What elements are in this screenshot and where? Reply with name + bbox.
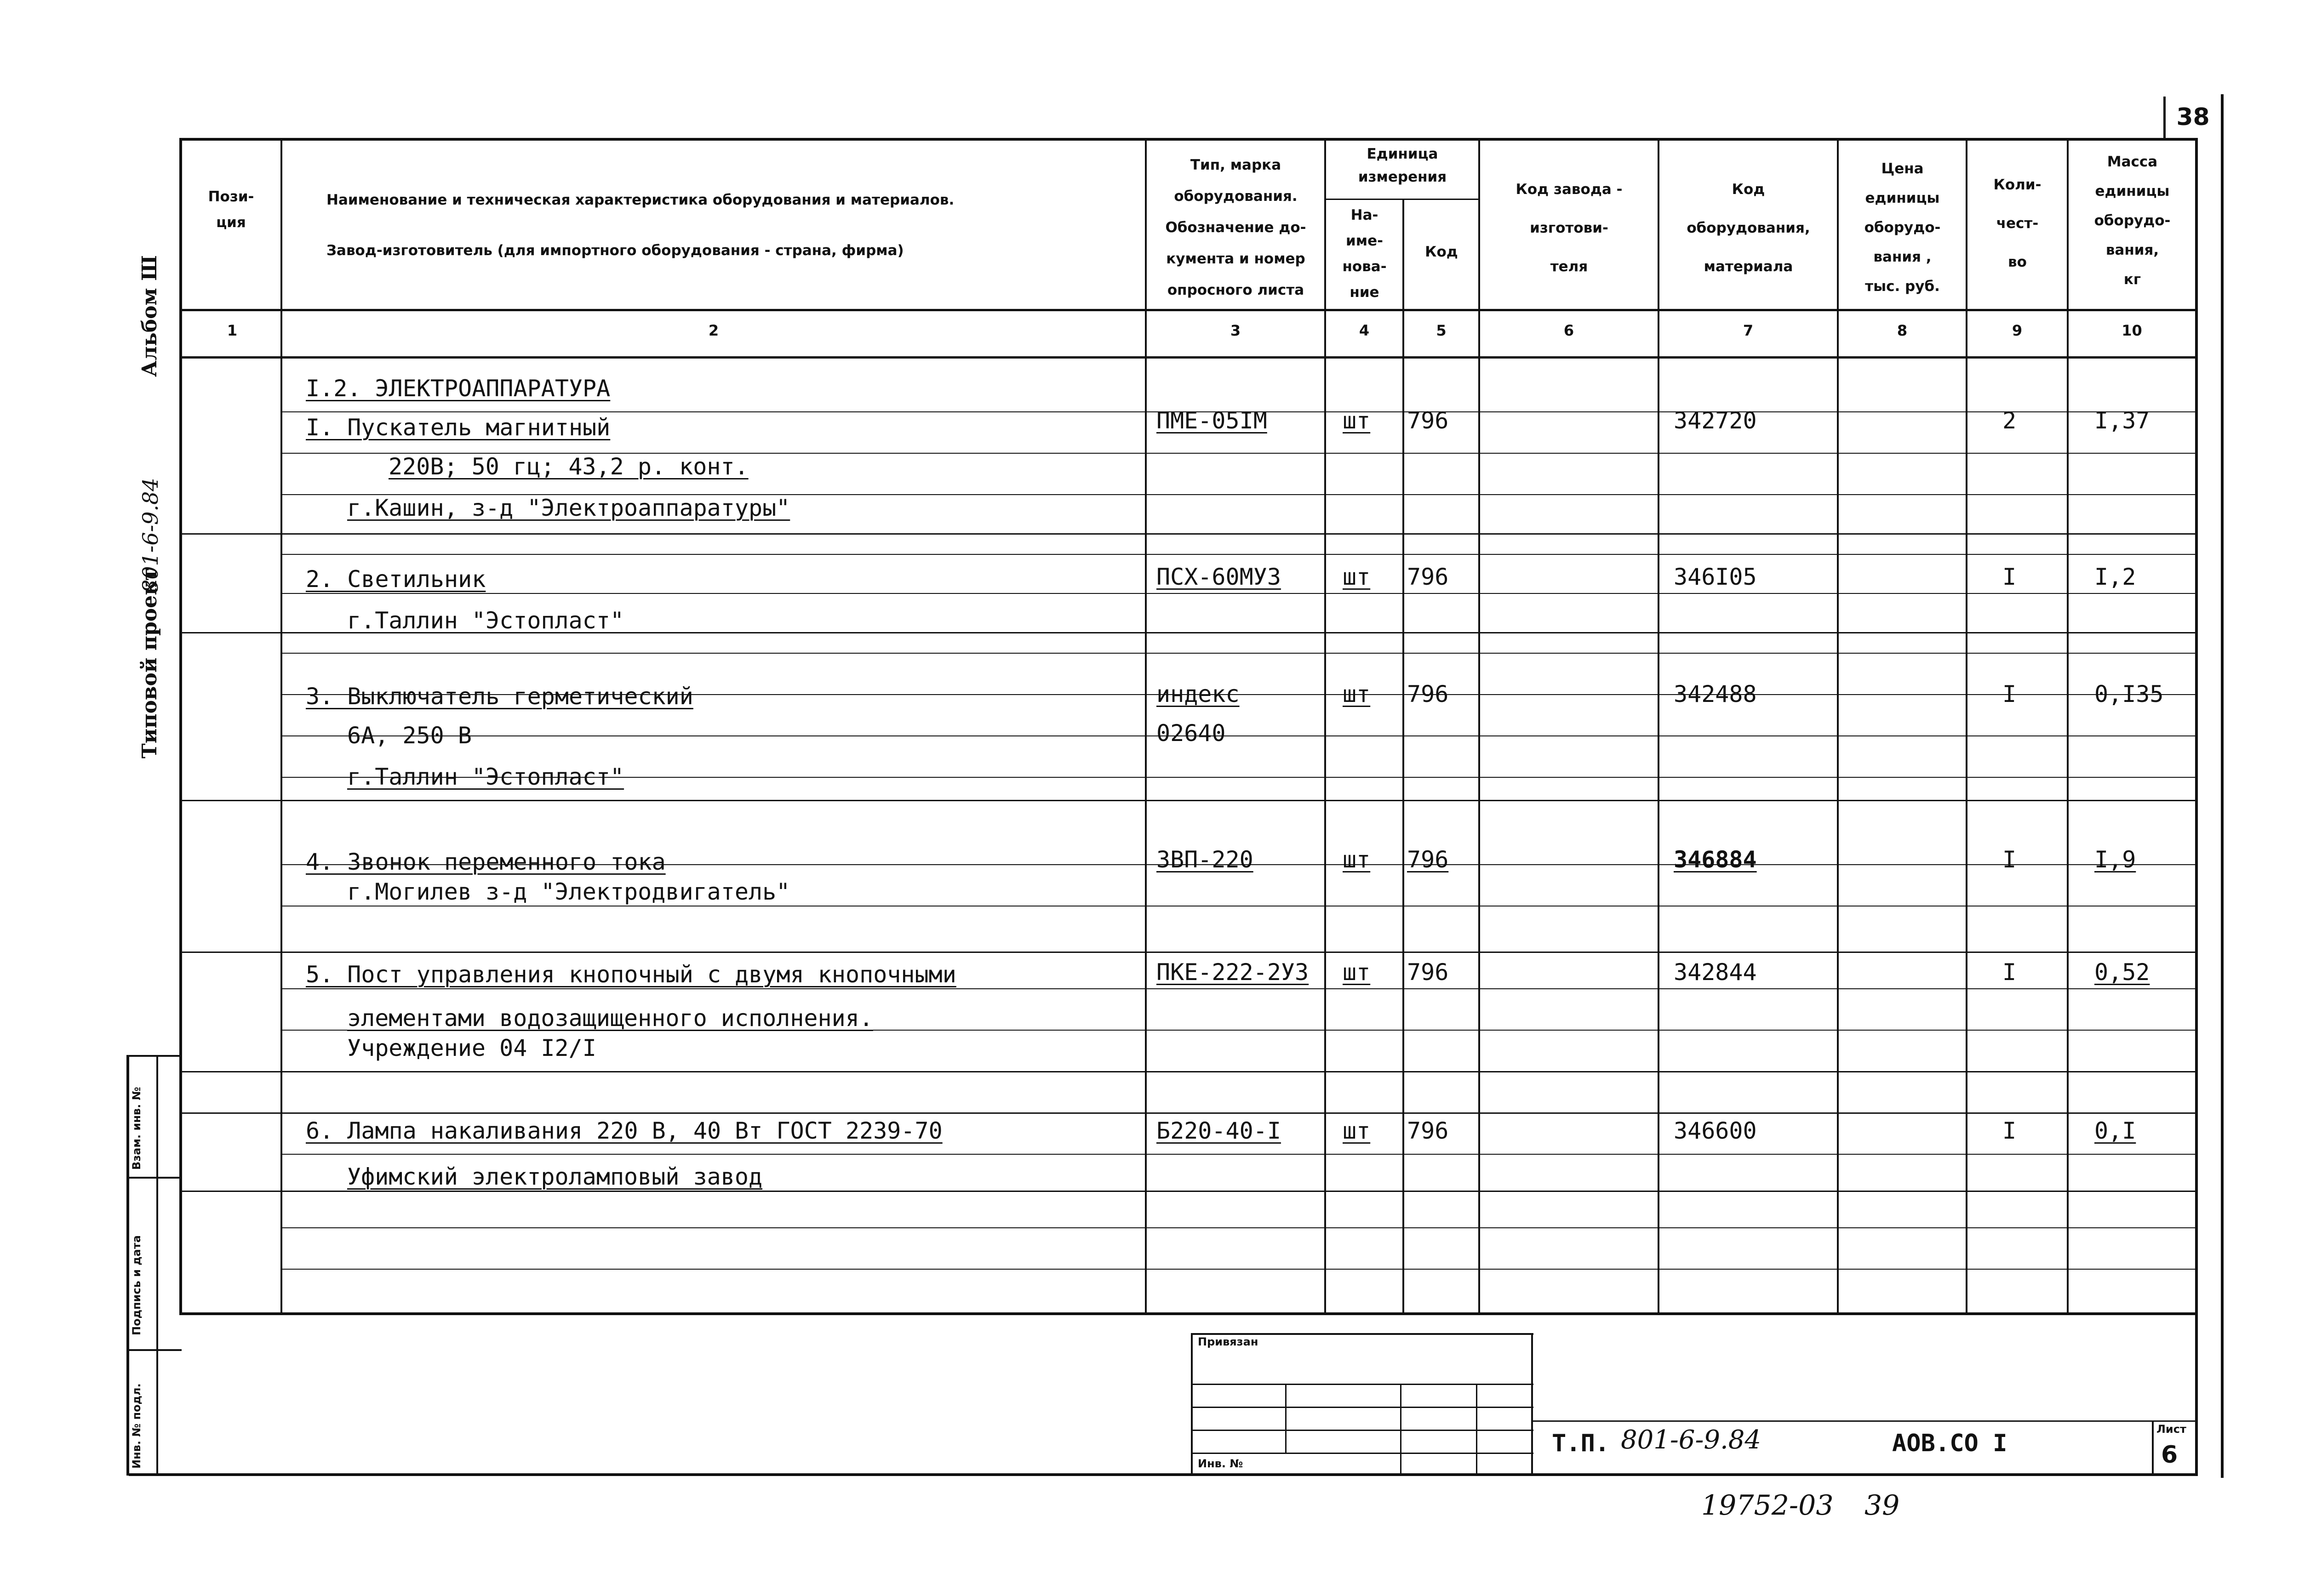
- item-manufacturer: г.Таллин "Эстопласт": [347, 607, 624, 634]
- footer-tp-number: 801-6-9.84: [1621, 1425, 1761, 1455]
- bottom-note: 19752-03: [1701, 1489, 1834, 1522]
- item-type-continued: 02640: [1156, 720, 1226, 747]
- footer-tp-label: Т.П.: [1552, 1430, 1610, 1457]
- item-quantity: I: [2002, 846, 2017, 873]
- item-quantity: I: [2002, 564, 2017, 590]
- item-unit: шт: [1343, 564, 1371, 590]
- item-manufacturer: г.Таллин "Эстопласт": [347, 764, 624, 790]
- item-mass: 0,I: [2094, 1117, 2136, 1144]
- item-type: Б220-40-I: [1156, 1117, 1281, 1144]
- col-number: 7: [1743, 322, 1754, 339]
- item-unit-code: 796: [1407, 564, 1449, 590]
- item-name: 6. Лампа накаливания 220 В, 40 Вт ГОСТ 2239-70: [306, 1117, 943, 1144]
- header-equipment-code: Код оборудования, материала: [1687, 181, 1810, 275]
- item-name: 5. Пост управления кнопочный с двумя кнопочными: [306, 961, 956, 988]
- item-type: индекс: [1156, 681, 1240, 707]
- item-unit-code: 796: [1407, 1117, 1449, 1144]
- item-unit-code: 796: [1407, 407, 1449, 434]
- item-unit-code: 796: [1407, 959, 1449, 986]
- header-quantity: Коли- чест- во: [1993, 177, 2042, 270]
- col-number: 10: [2122, 322, 2142, 339]
- footer-list-label: Лист: [2156, 1423, 2186, 1436]
- side-stamp-signature-date: Подпись и дата: [130, 1235, 143, 1335]
- item-mass: I,37: [2094, 407, 2150, 434]
- footer-doc-code: АОВ.СО I: [1892, 1430, 2007, 1457]
- section-title: I.2. ЭЛЕКТРОАППАРАТУРА: [306, 375, 611, 402]
- item-quantity: I: [2002, 1117, 2017, 1144]
- item-mass: 0,I35: [2094, 681, 2164, 707]
- header-unit-code: Код: [1425, 244, 1458, 260]
- item-name: 3. Выключатель герметический: [306, 683, 693, 710]
- item-name: I. Пускатель магнитный: [306, 414, 611, 441]
- item-name: 2. Светильник: [306, 566, 486, 593]
- item-equipment-code: 342488: [1674, 681, 1757, 707]
- item-equipment-code: 346884: [1674, 846, 1757, 873]
- col-number: 9: [2012, 322, 2023, 339]
- item-equipment-code: 346600: [1674, 1117, 1757, 1144]
- item-equipment-code: 342720: [1674, 407, 1757, 434]
- header-type: Тип, марка оборудования. Обозначение до- кумента и номер опросного листа: [1165, 157, 1306, 298]
- item-spec: 6А, 250 В: [347, 722, 472, 749]
- item-mass: I,9: [2094, 846, 2136, 873]
- stamp-privyazan-label: Привязан: [1198, 1335, 1258, 1348]
- col-number: 4: [1359, 322, 1370, 339]
- header-mass: Масса единицы оборудо- вания, кг: [2094, 154, 2171, 288]
- side-project-number: 801-6-9.84: [138, 478, 163, 593]
- item-unit-code: 796: [1407, 681, 1449, 707]
- item-equipment-code: 346I05: [1674, 564, 1757, 590]
- item-type: ПСХ-60МУЗ: [1156, 564, 1281, 590]
- item-manufacturer: г.Кашин, з-д "Электроаппаратуры": [347, 495, 790, 521]
- item-unit: шт: [1343, 846, 1371, 873]
- stamp-inv-label: Инв. №: [1198, 1457, 1243, 1470]
- item-manufacturer: Учреждение 04 I2/I: [347, 1035, 596, 1061]
- col-number: 6: [1563, 322, 1574, 339]
- item-mass: I,2: [2094, 564, 2136, 590]
- item-type: ПМЕ-05IМ: [1156, 407, 1267, 434]
- header-position: Пози- ция: [208, 188, 254, 231]
- item-unit: шт: [1343, 959, 1371, 986]
- item-name: 4. Звонок переменного тока: [306, 849, 666, 875]
- item-quantity: I: [2002, 959, 2017, 986]
- item-equipment-code: 342844: [1674, 959, 1757, 986]
- item-quantity: 2: [2002, 407, 2017, 434]
- col-number: 5: [1436, 322, 1447, 339]
- item-type: ПКЕ-222-2УЗ: [1156, 959, 1309, 986]
- bottom-page: 39: [1864, 1489, 1900, 1522]
- item-mass: 0,52: [2094, 959, 2150, 986]
- col-number: 8: [1897, 322, 1908, 339]
- header-price: Цена единицы оборудо- вания , тыс. руб.: [1864, 160, 1941, 295]
- item-spec: 220В; 50 гц; 43,2 р. конт.: [389, 453, 749, 480]
- header-unit: Единица измерения: [1358, 146, 1447, 185]
- item-manufacturer: г.Могилев з-д "Электродвигатель": [347, 878, 790, 905]
- header-name: Наименование и техническая характеристика оборудования и материалов. Завод-изготовитель (для импортного оборудования - страна, фирма): [326, 192, 955, 259]
- item-unit: шт: [1343, 681, 1371, 707]
- footer-list-number: 6: [2161, 1441, 2178, 1469]
- item-unit-code: 796: [1407, 846, 1449, 873]
- side-album-label: Альбом Ш: [138, 255, 161, 377]
- item-type: ЗВП-220: [1156, 846, 1253, 873]
- page-number: 38: [2176, 103, 2210, 131]
- col-number: 2: [708, 322, 719, 339]
- header-factory-code: Код завода - изготови- теля: [1516, 181, 1623, 275]
- header-unit-name: На- име- нова- ние: [1342, 207, 1387, 301]
- item-quantity: I: [2002, 681, 2017, 707]
- side-stamp-replace-inv: Взам. инв. №: [130, 1087, 143, 1170]
- col-number: 1: [227, 322, 238, 339]
- item-unit: шт: [1343, 1117, 1371, 1144]
- item-spec: элементами водозащищенного исполнения.: [347, 1005, 873, 1032]
- item-unit: шт: [1343, 407, 1371, 434]
- col-number: 3: [1230, 322, 1241, 339]
- side-project-label: Типовой проект: [138, 568, 161, 758]
- item-manufacturer: Уфимский электроламповый завод: [347, 1163, 763, 1190]
- side-stamp-original-inv: Инв. № подл.: [130, 1383, 143, 1469]
